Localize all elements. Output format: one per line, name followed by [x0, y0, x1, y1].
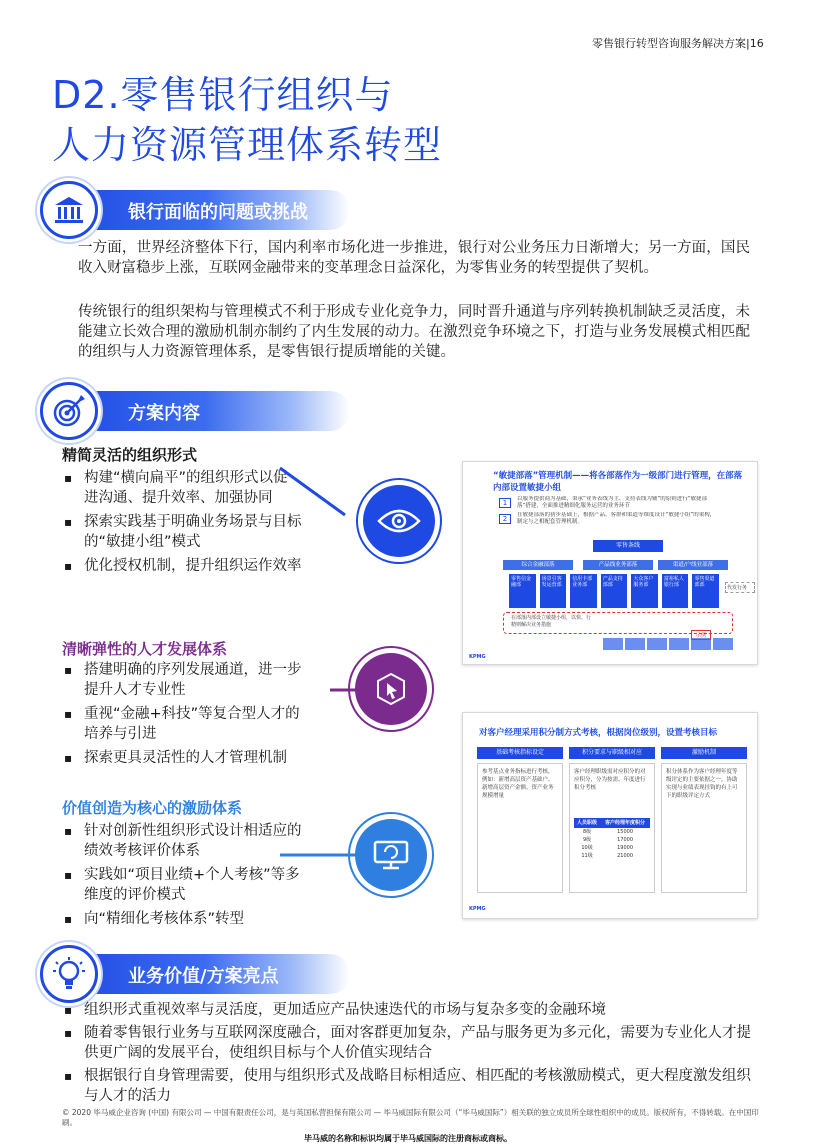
- col-body: [569, 763, 655, 893]
- table-header: 人员职级: [574, 818, 600, 828]
- thumb-title: “敏捷部落”管理机制——将各部落作为一级部门进行管理，在部落内部设置敏捷小组: [493, 471, 743, 493]
- col-heading: 激励机制: [661, 747, 747, 759]
- org-root: 零售条线: [593, 540, 663, 552]
- example-label: 示例: [691, 630, 711, 640]
- list-item: ▪ 根据银行自身管理需要，使用与组织形式及战略目标相适应、相匹配的考核激励模式，更大程度激发组织与人才的活力: [62, 1066, 762, 1106]
- table-row: 10级 19000: [581, 845, 634, 851]
- step-marker: 1: [499, 498, 511, 508]
- org-unit: 零售渠道部部: [692, 574, 719, 608]
- title-line-1: D2.零售银行组织与: [52, 73, 394, 117]
- group-title-organization: 精简灵活的组织形式: [62, 446, 198, 464]
- table-row: 11级 21000: [581, 853, 634, 859]
- scoring-thumbnail: [462, 712, 758, 919]
- group-list-incentive: [62, 821, 302, 933]
- cursor-icon: [355, 653, 427, 725]
- org-unit: 产品支持部部: [601, 574, 628, 608]
- challenge-paragraph-1: 一方面，世界经济整体下行，国内利率市场化进一步推进，银行对公业务压力日渐增大；另一方面，国民收入财富稳步上涨，互联网金融带来的变革理念日益深化，为零售业务的转型提供了契机。: [78, 240, 750, 276]
- org-unit: 场景引客发运营部: [540, 574, 567, 608]
- score-table: [574, 818, 650, 860]
- doc-title: 零售银行转型咨询服务解决方案: [592, 37, 746, 50]
- org-unit: 信用卡部业务部: [570, 574, 597, 608]
- thumb-title: 对客户经理采用积分制方式考核，根据岗位级别，设置考核目标: [479, 728, 718, 738]
- section-heading: 方案内容: [128, 403, 200, 424]
- list-item: ▪ 探索更具灵活性的人才管理机制: [62, 748, 302, 768]
- thumb-note: 在部落内部设立敏捷小组，以快、行精则解决业务措施: [511, 615, 592, 628]
- agile-cells: [603, 638, 733, 650]
- eye-icon: [363, 485, 435, 557]
- table-row: 8级 15000: [582, 829, 634, 835]
- list-item: ▪ 优化授权机制，提升组织运作效率: [62, 556, 302, 576]
- footer-trademark: 毕马威的名称和标识均属于毕马威国际的注册商标或商标。: [304, 1134, 512, 1143]
- thumb-note: 在敏捷部落的初步基础上，根据产品、客群和渠道等维度设计“敏捷小组”的架构，制定与之相配套管理机制。: [517, 512, 716, 525]
- bank-icon: [40, 181, 98, 239]
- group-list-talent: [62, 660, 302, 772]
- col-body: 积分体系作为客户经理年度等级评定的主要依据之一，协助实现与业绩表现挂钩的有上可下的职级评定方式: [661, 763, 747, 893]
- side-unit: 代发行务: [725, 582, 755, 593]
- group-list-organization: [62, 468, 302, 580]
- list-item: ▪ 随着零售银行业务与互联网深度融合，面对客群更加复杂，产品与服务更为多元化，需要为专业化人才提供更广阔的发展平台，使组织目标与个人价值实现结合: [62, 1023, 762, 1063]
- kpmg-logo: KPMG: [469, 906, 486, 912]
- col-body: 参考基点业务指标进行考核，例如：新增高层资产基础户、新增高层资产金额、资产业务规模增量: [477, 763, 563, 893]
- kpmg-logo: KPMG: [469, 654, 486, 660]
- section-header-solution: [58, 391, 350, 431]
- org-unit: 零售信金融部: [509, 574, 536, 608]
- col-text: 客户经理职级需对应积分的对应积分，分为按需、年度进行积分考核: [574, 769, 646, 791]
- page-number: 16: [749, 37, 764, 50]
- org-unit: 大众客户服务部: [631, 574, 658, 608]
- list-item: ▪ 重视“金融+科技”等复合型人才的培养与引进: [62, 704, 302, 744]
- title-line-2: 人力资源管理体系转型: [52, 123, 443, 167]
- col-heading: 积分要求与职级相对应: [569, 747, 655, 759]
- page-title: [52, 70, 442, 170]
- list-item: ▪ 探索实践基于明确业务场景与目标的“敏捷小组”模式: [62, 512, 302, 552]
- group-title-incentive: 价值创造为核心的激励体系: [62, 799, 243, 817]
- target-icon: [40, 382, 98, 440]
- footer-copyright: © 2020 毕马威企业咨询 (中国) 有限公司 — 中国有限责任公司，是与英国私营担保有限公司 — 毕马威国际有限公司（“毕马威国际”）相关联的独立成员所全球性组织中的成员。版权所有，不得转载。在中国印刷。: [62, 1108, 759, 1127]
- page-header: 零售银行转型咨询服务解决方案|16: [592, 37, 764, 50]
- lightbulb-icon: [40, 945, 98, 1003]
- org-group: 渠道/户线业部落: [658, 560, 728, 570]
- table-row: 9级 17000: [582, 837, 634, 843]
- org-chart-thumbnail: [462, 461, 758, 665]
- thumb-note: 以服务提供商为基础，秉承“业务表线为主、支持表线为辅”的原则进行“敏捷部落”搭建，全面推进精细化服务运营的业务环节: [517, 496, 708, 509]
- table-header: 客户经理年度积分: [600, 818, 650, 828]
- col-heading: 基础考核指标设定: [477, 747, 563, 759]
- list-item: ▪ 实践如“项目业绩+个人考核”等多维度的评价模式: [62, 865, 302, 905]
- list-item: ▪ 组织形式重视效率与灵活度，更加适应产品快速迭代的市场与复杂多变的金融环境: [62, 1000, 762, 1020]
- org-units: [509, 574, 719, 608]
- list-item: ▪ 搭建明确的序列发展通道，进一步提升人才专业性: [62, 660, 302, 700]
- value-list: [62, 1000, 762, 1109]
- list-item: ▪ 针对创新性组织形式设计相适应的绩效考核评价体系: [62, 821, 302, 861]
- screen-icon: [355, 819, 427, 891]
- list-item: ▪ 构建“横向扁平”的组织形式以促进沟通、提升效率、加强协同: [62, 468, 302, 508]
- step-marker: 2: [499, 514, 511, 524]
- org-group: 综合金融部落: [503, 560, 573, 570]
- org-group: 产品线业务部落: [583, 560, 653, 570]
- section-heading: 业务价值/方案亮点: [128, 966, 279, 987]
- org-unit: 富裕私人银行部: [662, 574, 689, 608]
- challenge-paragraph-2: 传统银行的组织架构与管理模式不利于形成专业化竞争力，同时晋升通道与序列转换机制缺乏灵活度，未能建立长效合理的激励机制亦制约了内生发展的动力。在激烈竞争环境之下，打造与业务发展模式相匹配的组织与人力资源管理体系，是零售银行提质增能的关键。: [78, 304, 750, 360]
- section-heading: 银行面临的问题或挑战: [128, 202, 308, 223]
- section-header-challenges: [58, 190, 350, 230]
- group-title-talent: 清晰弹性的人才发展体系: [62, 640, 228, 658]
- list-item: ▪ 向“精细化考核体系”转型: [62, 909, 302, 929]
- section-header-value: [58, 954, 350, 994]
